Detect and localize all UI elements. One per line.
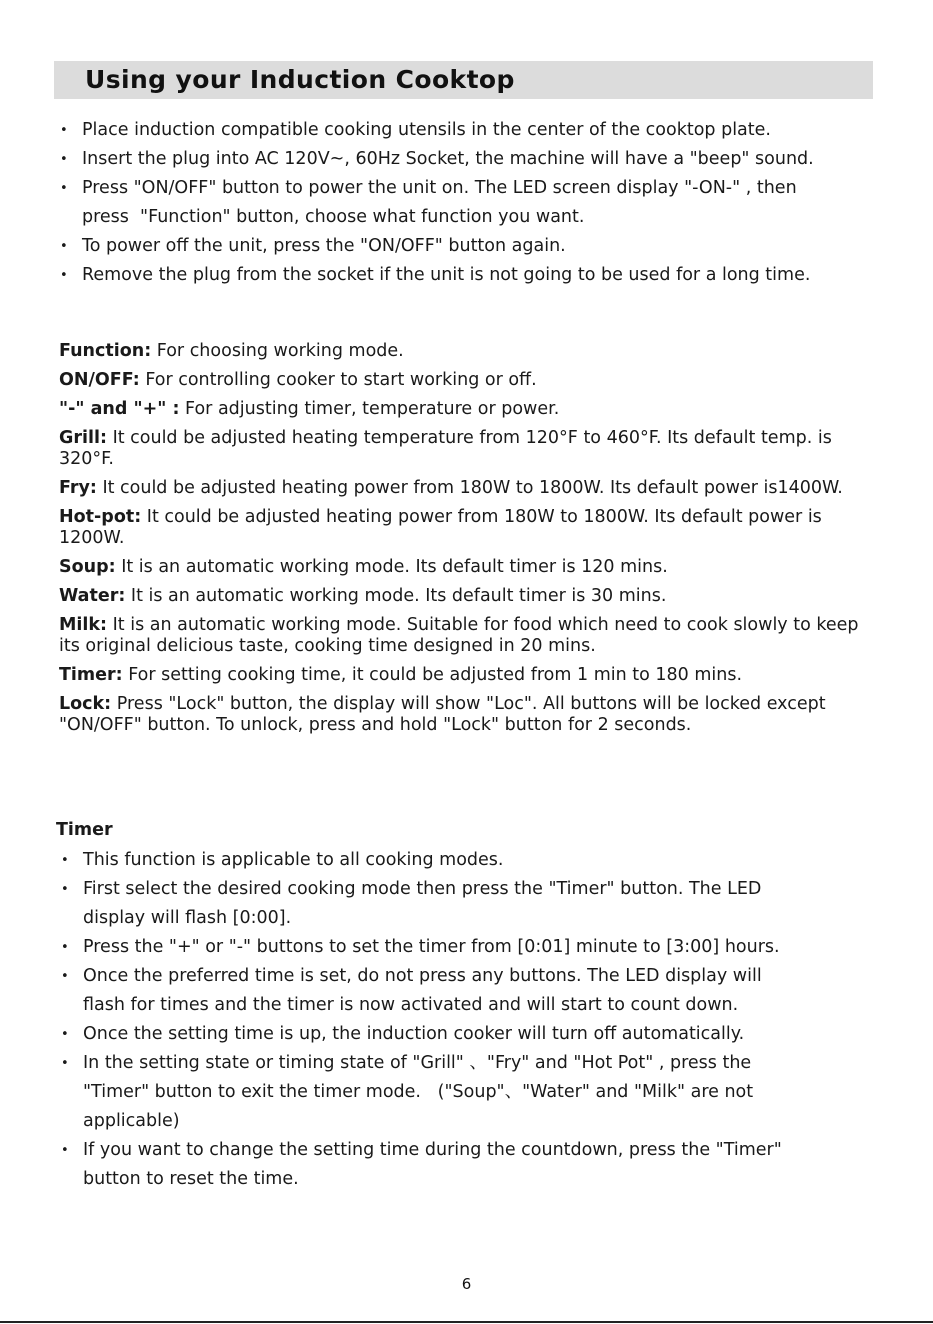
timer-bullet-list — [58, 846, 878, 1194]
list-item: • Once the setting time is up, the induction cooker will turn off automatically. — [58, 1020, 878, 1049]
section-title-banner — [54, 61, 873, 99]
list-item: • Press the "+" or "-" buttons to set the timer from [0:01] minute to [3:00] hours. — [58, 933, 878, 962]
definition-function — [59, 341, 879, 362]
definition-milk — [59, 615, 879, 657]
list-item: • Place induction compatible cooking utensils in the center of the cooktop plate. — [57, 116, 897, 145]
list-item: • Once the preferred time is set, do not press any buttons. The LED display will flash for times and the timer is now activated and will start to count down. — [58, 962, 878, 1020]
definition-fry — [59, 478, 879, 499]
definition-term: Lock: — [59, 694, 112, 714]
definition-term: Water: — [59, 586, 126, 606]
definition-on-off — [59, 370, 879, 391]
definition-text: For adjusting timer, temperature or power. — [179, 399, 560, 419]
definition-text: It is an automatic working mode. Its default timer is 120 mins. — [115, 557, 668, 577]
definition-text: It could be adjusted heating power from 180W to 1800W. Its default power is1400W. — [96, 478, 843, 498]
definition-hot-pot — [59, 507, 879, 549]
definition-text: It is an automatic working mode. Suitable for food which need to cook slowly to keep its original delicious taste, cooking time designed in 20 mins. — [59, 615, 859, 656]
definition-term: Hot-pot: — [59, 507, 142, 527]
definition-text: It is an automatic working mode. Its default timer is 30 mins. — [125, 586, 667, 606]
list-item: • If you want to change the setting time during the countdown, press the "Timer" button to reset the time. — [58, 1136, 878, 1194]
definition-term: Grill: — [59, 428, 107, 448]
definition-minus-plus — [59, 399, 879, 420]
list-item: • First select the desired cooking mode then press the "Timer" button. The LED display will flash [0:00]. — [58, 875, 878, 933]
definition-water — [59, 586, 879, 607]
page-title: Using your Induction Cooktop — [85, 65, 515, 94]
definition-soup — [59, 557, 879, 578]
definition-text: Press "Lock" button, the display will show "Loc". All buttons will be locked except "ON/OFF" button. To unlock, press and hold "Lock" button for 2 seconds. — [59, 694, 826, 735]
definition-term: Function: — [59, 341, 152, 361]
page-number: 6 — [461, 1275, 472, 1293]
list-item: • Press "ON/OFF" button to power the unit on. The LED screen display "-ON-" , then press "Function" button, choose what function you want. — [57, 174, 897, 232]
definition-lock — [59, 694, 879, 736]
intro-bullet-list — [57, 116, 897, 290]
definition-term: Timer: — [59, 665, 123, 685]
bottom-divider — [0, 1321, 933, 1323]
definition-term: Soup: — [59, 557, 116, 577]
list-item: • To power off the unit, press the "ON/OFF" button again. — [57, 232, 897, 261]
definition-text: It could be adjusted heating power from 180W to 1800W. Its default power is 1200W. — [59, 507, 822, 548]
definition-text: It could be adjusted heating temperature from 120°F to 460°F. Its default temp. is 320°F. — [59, 428, 832, 469]
list-item: • This function is applicable to all cooking modes. — [58, 846, 878, 875]
definition-term: Fry: — [59, 478, 97, 498]
definition-term: Milk: — [59, 615, 108, 635]
function-definitions — [59, 341, 879, 744]
definition-text: For setting cooking time, it could be adjusted from 1 min to 180 mins. — [122, 665, 743, 685]
definition-text: For choosing working mode. — [151, 341, 404, 361]
definition-term: "-" and "+" : — [59, 399, 180, 419]
timer-heading: Timer — [56, 820, 113, 840]
definition-grill — [59, 428, 879, 470]
list-item: • Insert the plug into AC 120V~, 60Hz Socket, the machine will have a "beep" sound. — [57, 145, 897, 174]
definition-text: For controlling cooker to start working or off. — [139, 370, 537, 390]
list-item: • In the setting state or timing state of "Grill" 、"Fry" and "Hot Pot" , press the "Timer" button to exit the timer mode. ("Soup"、"Water" and "Milk" are not applicable) — [58, 1049, 878, 1136]
definition-term: ON/OFF: — [59, 370, 140, 390]
definition-timer — [59, 665, 879, 686]
list-item: • Remove the plug from the socket if the unit is not going to be used for a long time. — [57, 261, 897, 290]
